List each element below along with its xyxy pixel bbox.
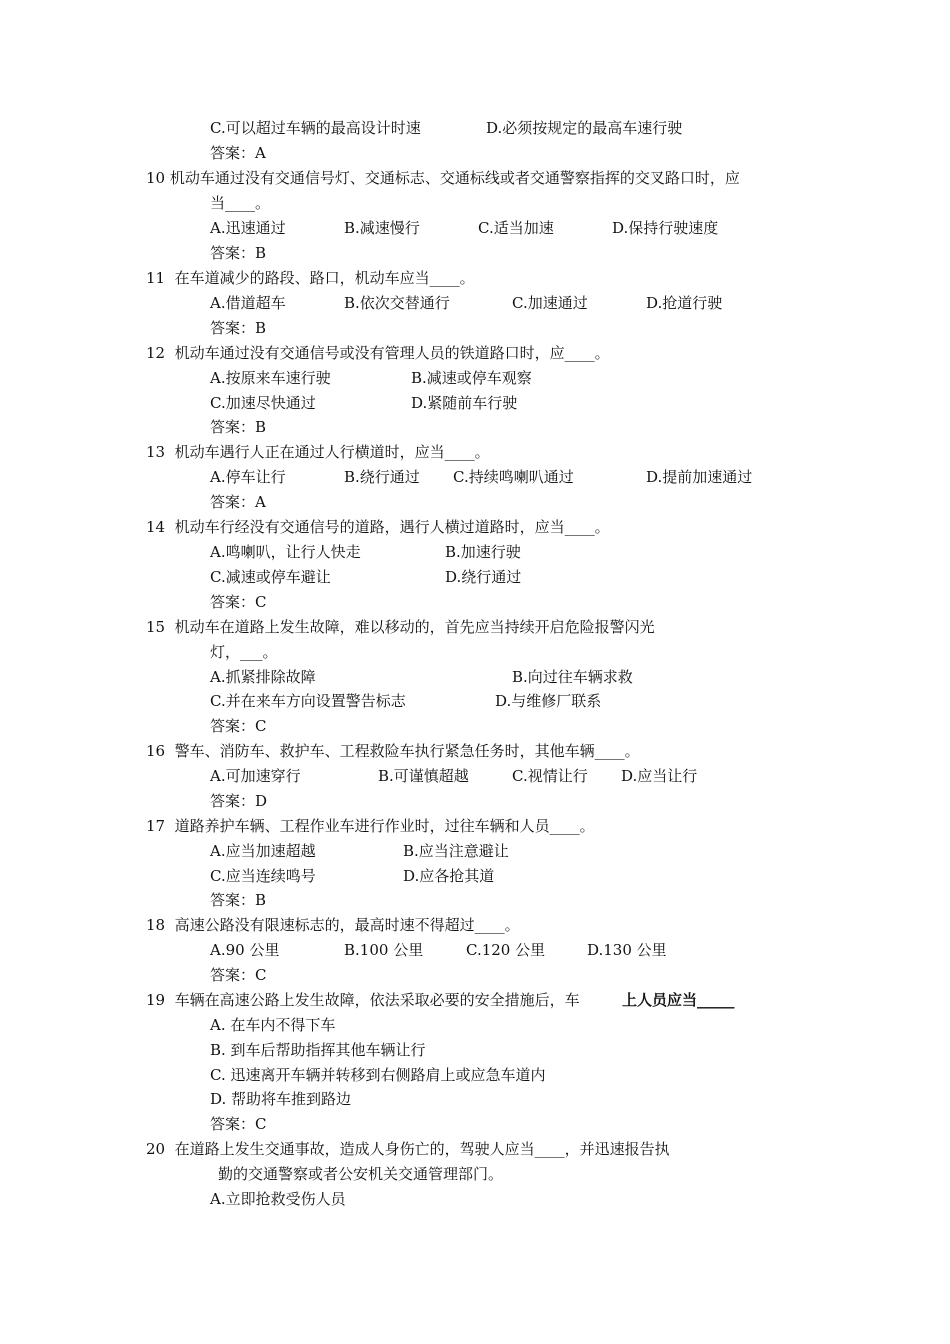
- option-c: C.应当连续鸣号: [210, 867, 316, 885]
- option-b: B.可谨慎超越: [378, 767, 469, 785]
- question-17: 17 道路养护车辆、工程作业车进行作业时，过往车辆和人员____。: [146, 817, 595, 835]
- question-14: 14 机动车行经没有交通信号的道路，遇行人横过道路时，应当____。: [146, 518, 610, 536]
- option-a: A.抓紧排除故障: [210, 668, 316, 686]
- option-c: C. 迅速离开车辆并转移到右侧路肩上或应急车道内: [210, 1066, 546, 1084]
- answer: 答案：B: [210, 418, 267, 436]
- option-b: B.100 公里: [344, 941, 424, 959]
- option-a: A.借道超车: [210, 294, 286, 312]
- option-d: D.与维修厂联系: [495, 692, 602, 710]
- option-c: C.120 公里: [466, 941, 546, 959]
- answer: 答案：A: [210, 493, 266, 511]
- option-d: D.必须按规定的最高车速行驶: [486, 119, 683, 137]
- option-d: D.保持行驶速度: [612, 219, 719, 237]
- option-a: A.立即抢救受伤人员: [210, 1190, 346, 1208]
- option-b: B.向过往车辆求救: [512, 668, 633, 686]
- question-16: 16 警车、消防车、救护车、工程救险车执行紧急任务时，其他车辆____。: [146, 742, 640, 760]
- question-10-cont: 当____。: [210, 194, 271, 212]
- option-a: A.迅速通过: [210, 219, 286, 237]
- option-a: A.可加速穿行: [210, 767, 301, 785]
- answer: 答案：C: [210, 717, 267, 735]
- option-d: D.提前加速通过: [646, 468, 753, 486]
- answer: 答案：C: [210, 1115, 267, 1133]
- option-a: A. 在车内不得下车: [210, 1016, 336, 1034]
- answer: 答案：D: [210, 792, 268, 810]
- option-d: D.应各抢其道: [403, 867, 495, 885]
- option-a: A.按原来车速行驶: [210, 369, 331, 387]
- option-a: A.90 公里: [210, 941, 280, 959]
- option-d: D.应当让行: [621, 767, 698, 785]
- answer: 答案：C: [210, 966, 267, 984]
- option-d: D.绕行通过: [445, 568, 522, 586]
- option-d: D.130 公里: [587, 941, 667, 959]
- option-d: D.抢道行驶: [646, 294, 723, 312]
- question-13: 13 机动车遇行人正在通过人行横道时，应当____。: [146, 443, 490, 461]
- option-a: A.鸣喇叭，让行人快走: [210, 543, 361, 561]
- question-19-bold-tail: 上人员应当_____: [622, 991, 735, 1009]
- option-b: B.绕行通过: [344, 468, 420, 486]
- option-d: D.紧随前车行驶: [411, 394, 518, 412]
- option-a: A.停车让行: [210, 468, 286, 486]
- option-c: C.视情让行: [512, 767, 588, 785]
- question-18: 18 高速公路没有限速标志的，最高时速不得超过____。: [146, 916, 520, 934]
- option-b: B.加速行驶: [445, 543, 521, 561]
- option-d: D. 帮助将车推到路边: [210, 1090, 352, 1108]
- question-15: 15 机动车在道路上发生故障，难以移动的，首先应当持续开启危险报警闪光: [146, 618, 655, 636]
- option-b: B.减速慢行: [344, 219, 420, 237]
- answer: 答案：B: [210, 244, 267, 262]
- option-b: B. 到车后帮助指挥其他车辆让行: [210, 1041, 426, 1059]
- option-b: B.依次交替通行: [344, 294, 450, 312]
- question-19: 19 车辆在高速公路上发生故障，依法采取必要的安全措施后，车: [146, 991, 580, 1009]
- option-c: C.并在来车方向设置警告标志: [210, 692, 406, 710]
- option-c: C.减速或停车避让: [210, 568, 331, 586]
- question-12: 12 机动车通过没有交通信号或没有管理人员的铁道路口时，应____。: [146, 344, 610, 362]
- option-c: C.加速通过: [512, 294, 588, 312]
- option-a: A.应当加速超越: [210, 842, 316, 860]
- option-c: C.适当加速: [478, 219, 554, 237]
- option-b: B.应当注意避让: [403, 842, 509, 860]
- answer: 答案：B: [210, 891, 267, 909]
- option-b: B.减速或停车观察: [411, 369, 532, 387]
- option-c: C.加速尽快通过: [210, 394, 316, 412]
- question-20: 20 在道路上发生交通事故，造成人身伤亡的，驾驶人应当____，并迅速报告执: [146, 1140, 670, 1158]
- option-c: C.持续鸣喇叭通过: [453, 468, 574, 486]
- answer: 答案：B: [210, 319, 267, 337]
- answer: 答案：C: [210, 593, 267, 611]
- question-20-cont: 勤的交通警察或者公安机关交通管理部门。: [218, 1165, 504, 1183]
- answer: 答案：A: [210, 144, 266, 162]
- option-c: C.可以超过车辆的最高设计时速: [210, 119, 421, 137]
- question-11: 11 在车道减少的路段、路口，机动车应当____。: [146, 269, 475, 287]
- question-10: 10 机动车通过没有交通信号灯、交通标志、交通标线或者交通警察指挥的交叉路口时，应: [146, 169, 740, 187]
- question-15-cont: 灯，___。: [210, 643, 278, 661]
